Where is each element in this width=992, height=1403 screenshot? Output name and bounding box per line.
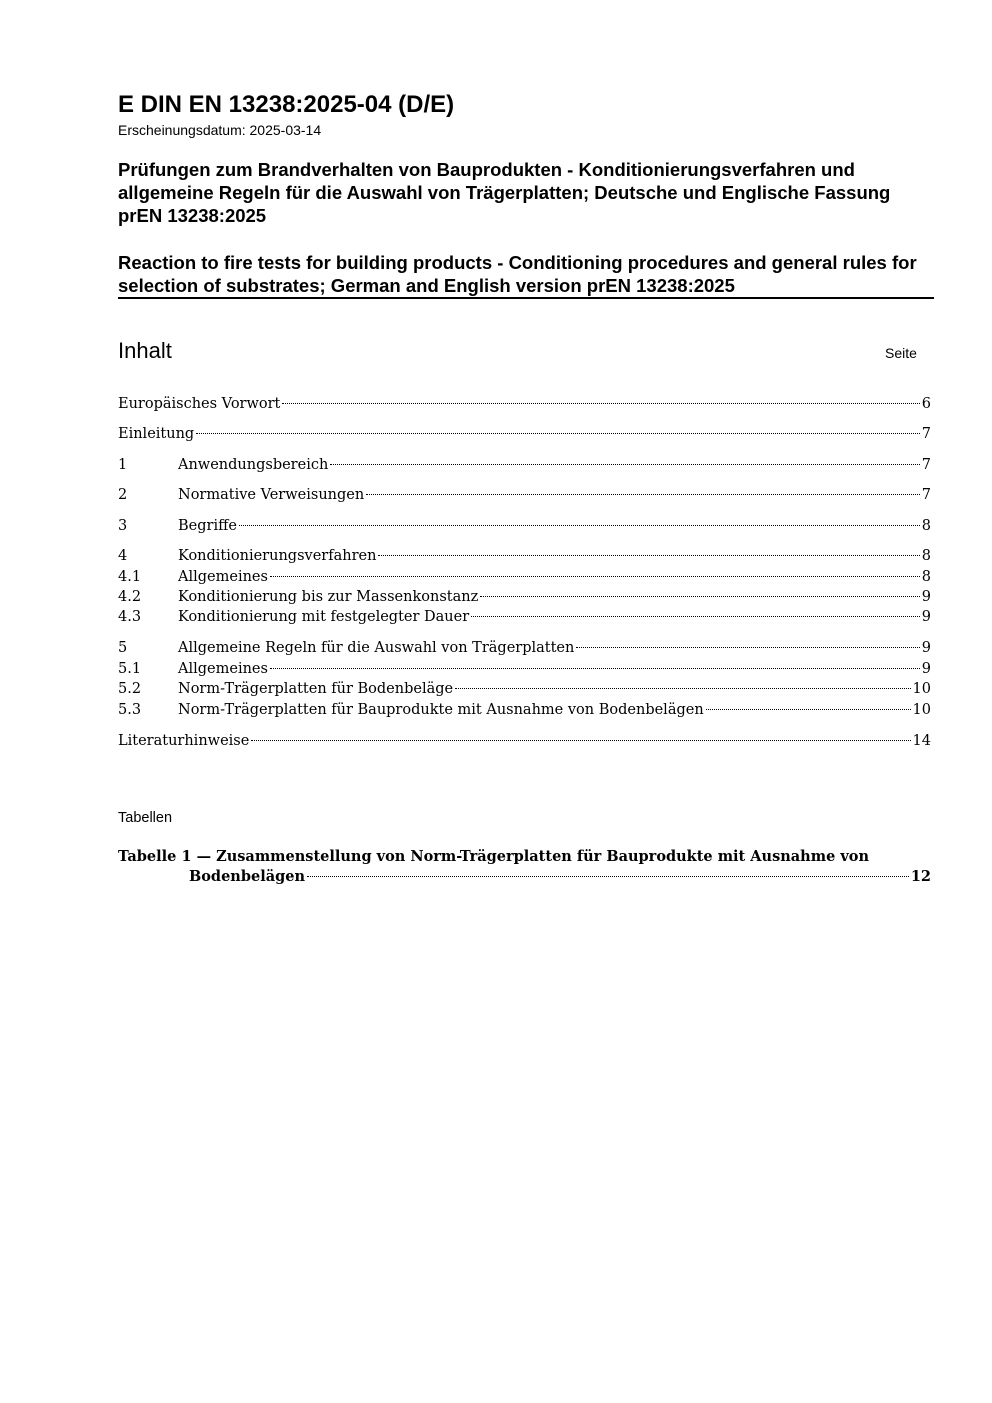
toc-entry-title: Konditionierung mit festgelegter Dauer bbox=[178, 609, 470, 625]
toc-entry-page: 7 bbox=[921, 487, 931, 503]
toc-entry[interactable] bbox=[118, 394, 931, 414]
toc-entry-title: Konditionierungsverfahren bbox=[178, 548, 377, 564]
toc-entry-title: Konditionierung bis zur Massenkonstanz bbox=[178, 589, 479, 605]
toc-dot-leader bbox=[480, 596, 920, 597]
toc-entry-number: 5.1 bbox=[118, 661, 142, 677]
tables-heading: Tabellen bbox=[118, 810, 173, 826]
toc-entry-number: 5 bbox=[118, 640, 128, 656]
toc-entry[interactable] bbox=[118, 700, 931, 720]
toc-entry-number: 4.1 bbox=[118, 569, 142, 585]
toc-entry-title: Europäisches Vorwort bbox=[118, 396, 281, 412]
toc-entry-number: 4.2 bbox=[118, 589, 142, 605]
toc-entry[interactable] bbox=[118, 731, 931, 751]
toc-entry[interactable] bbox=[118, 607, 931, 627]
toc-entry[interactable] bbox=[118, 424, 931, 444]
toc-entry-title: Allgemeines bbox=[178, 569, 268, 585]
document-id: E DIN EN 13238:2025-04 (D/E) bbox=[118, 91, 455, 118]
toc-dot-leader bbox=[282, 403, 919, 404]
toc-entry-page: 7 bbox=[921, 426, 931, 442]
toc-entry[interactable] bbox=[118, 516, 931, 536]
toc-entry-title: Allgemeine Regeln für die Auswahl von Trägerplatten bbox=[178, 640, 575, 656]
toc-entry-page: 7 bbox=[921, 457, 931, 473]
toc-entry[interactable] bbox=[118, 659, 931, 679]
toc-dot-leader bbox=[378, 555, 919, 556]
toc-entry-page: 8 bbox=[921, 569, 931, 585]
toc-entry[interactable] bbox=[118, 567, 931, 587]
toc-dot-leader bbox=[471, 616, 920, 617]
title-divider bbox=[118, 297, 934, 299]
toc-entry-number: 1 bbox=[118, 457, 128, 473]
toc-entry-page: 9 bbox=[921, 640, 931, 656]
toc-entry-page: 14 bbox=[912, 733, 931, 749]
toc-entry-page: 9 bbox=[921, 609, 931, 625]
title-german: Prüfungen zum Brandverhalten von Bauprodukten - Konditionierungsverfahren und allgemeine Regeln für die Auswahl von Trägerplatten; Deutsche und Englische Fassung prEN 13238:2025 bbox=[118, 159, 891, 226]
toc-entry-page: 6 bbox=[921, 396, 931, 412]
table-entry-title: Tabelle 1 — Zusammenstellung von Norm-Trägerplatten für Bauprodukte mit Ausnahme von bbox=[118, 848, 869, 865]
toc-entry-page: 8 bbox=[921, 518, 931, 534]
toc-entry[interactable] bbox=[118, 679, 931, 699]
toc-entry[interactable] bbox=[118, 546, 931, 566]
toc-entry-title: Anwendungsbereich bbox=[178, 457, 329, 473]
toc-entry-page: 9 bbox=[921, 589, 931, 605]
table-entry-title-continued: Bodenbelägen bbox=[189, 868, 306, 885]
publication-date: Erscheinungsdatum: 2025-03-14 bbox=[118, 122, 322, 138]
toc-dot-leader bbox=[239, 525, 920, 526]
toc-dot-leader bbox=[706, 709, 911, 710]
toc-dot-leader bbox=[455, 688, 910, 689]
toc-dot-leader bbox=[270, 668, 920, 669]
toc-entry-title: Literaturhinweise bbox=[118, 733, 250, 749]
toc-dot-leader bbox=[366, 494, 920, 495]
toc-heading: Inhalt bbox=[118, 338, 172, 363]
toc-entry-title: Begriffe bbox=[178, 518, 237, 534]
toc-entry-page: 10 bbox=[912, 702, 931, 718]
table-list-entry[interactable] bbox=[118, 847, 931, 887]
toc-dot-leader bbox=[576, 647, 919, 648]
toc-dot-leader bbox=[251, 740, 910, 741]
toc-entry-number: 4 bbox=[118, 548, 128, 564]
toc-dot-leader bbox=[196, 433, 920, 434]
toc-entry-number: 3 bbox=[118, 518, 128, 534]
toc-entry-title: Norm-Trägerplatten für Bauprodukte mit Ausnahme von Bodenbelägen bbox=[178, 702, 704, 718]
table-entry-page: 12 bbox=[910, 868, 931, 885]
toc-entry-number: 5.3 bbox=[118, 702, 142, 718]
toc-dot-leader bbox=[270, 576, 920, 577]
toc-entry-number: 4.3 bbox=[118, 609, 142, 625]
toc-entry-page: 8 bbox=[921, 548, 931, 564]
toc-entry-title: Norm-Trägerplatten für Bodenbeläge bbox=[178, 681, 454, 697]
toc-entry-title: Normative Verweisungen bbox=[178, 487, 365, 503]
toc-entry[interactable] bbox=[118, 587, 931, 607]
toc-entry-number: 2 bbox=[118, 487, 128, 503]
toc-dot-leader bbox=[307, 876, 909, 877]
toc-entry-title: Einleitung bbox=[118, 426, 195, 442]
title-english: Reaction to fire tests for building products - Conditioning procedures and general rules for selection of substrates; German and English version prEN 13238:2025 bbox=[118, 252, 917, 296]
toc-entry-page: 10 bbox=[912, 681, 931, 697]
toc-dot-leader bbox=[330, 464, 919, 465]
toc-entry-title: Allgemeines bbox=[178, 661, 268, 677]
toc-entry-page: 9 bbox=[921, 661, 931, 677]
toc-page-column-label: Seite bbox=[885, 345, 917, 361]
toc-entry[interactable] bbox=[118, 638, 931, 658]
toc-entry[interactable] bbox=[118, 455, 931, 475]
table-entry-continuation bbox=[118, 867, 931, 887]
toc-entry[interactable] bbox=[118, 485, 931, 505]
toc-entry-number: 5.2 bbox=[118, 681, 142, 697]
